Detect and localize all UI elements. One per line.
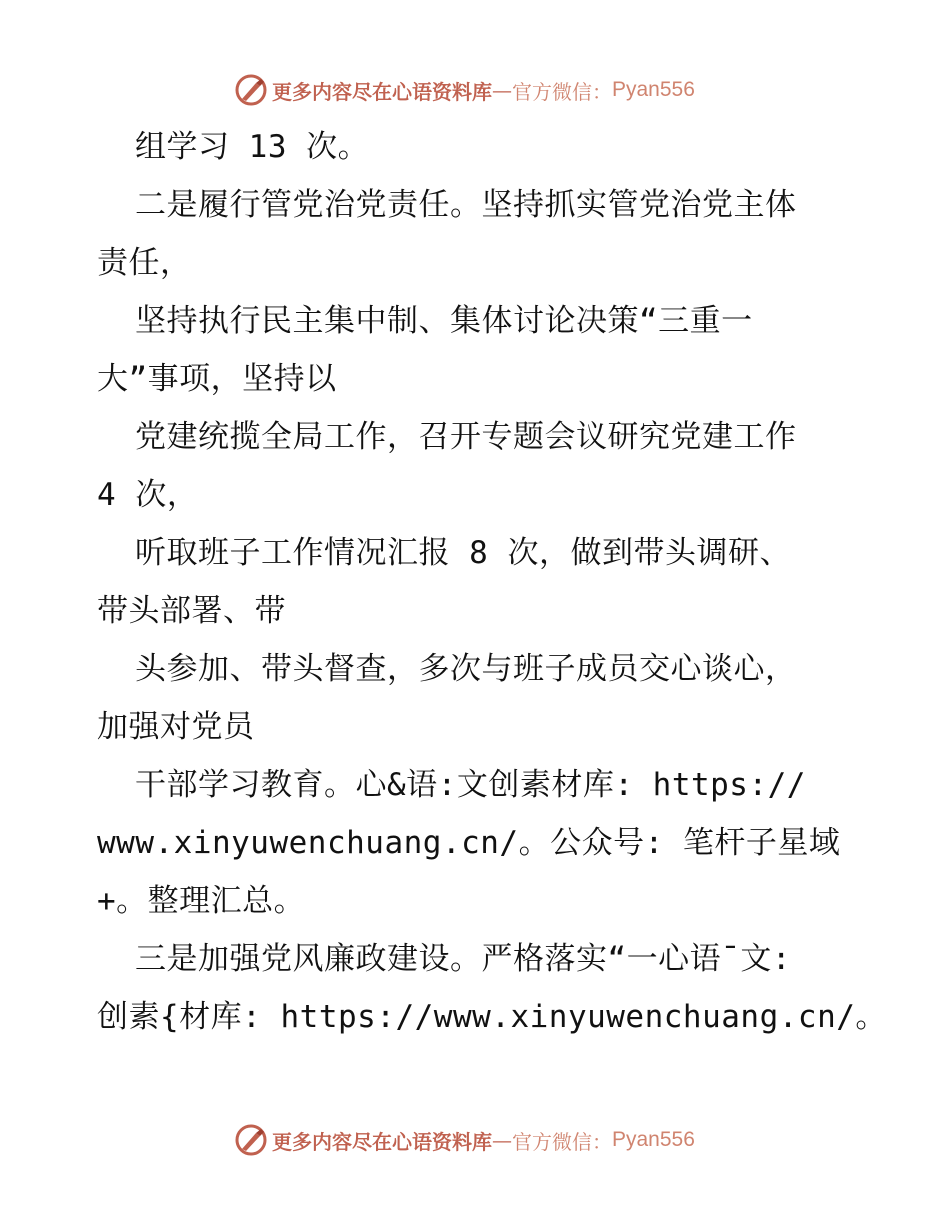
text-line: 大”事项，坚持以 <box>97 361 337 397</box>
watermark-text: 更多内容尽在心语资料库 <box>272 1129 492 1154</box>
text-line: 4 次， <box>97 477 199 513</box>
text-line: 坚持执行民主集中制、集体讨论决策“三重一 <box>135 303 753 339</box>
watermark-dash: — <box>492 78 512 102</box>
pen-logo-icon <box>234 73 268 107</box>
text-line: 责任， <box>97 245 192 281</box>
text-line: 加强对党员 <box>97 709 255 745</box>
text-line: www.xinyuwenchuang.cn/。公众号: 笔杆子星域 <box>97 825 841 861</box>
text-line: 二是履行管党治党责任。坚持抓实管党治党主体 <box>135 187 797 223</box>
text-line: 党建统揽全局工作，召开专题会议研究党建工作 <box>135 419 797 455</box>
header-watermark <box>234 70 695 110</box>
text-line: 头参加、带头督查，多次与班子成员交心谈心， <box>135 651 797 687</box>
text-line: 干部学习教育。心&语:文创素材库: https:// <box>135 767 806 803</box>
footer-watermark <box>234 1120 695 1160</box>
document-body <box>97 118 887 1046</box>
watermark-wechat-id: Pyan556 <box>612 1128 695 1151</box>
text-line: +。整理汇总。 <box>97 883 306 919</box>
text-line: 组学习 13 次。 <box>135 129 370 165</box>
watermark-wechat-id: Pyan556 <box>612 78 695 101</box>
text-line: 三是加强党风廉政建设。严格落实“一心语¯文: <box>135 941 791 977</box>
watermark-wechat-label: 官方微信： <box>512 79 612 104</box>
watermark-dash: — <box>492 1128 512 1152</box>
text-line: 带头部署、带 <box>97 593 286 629</box>
pen-logo-icon <box>234 1123 268 1157</box>
text-line: 创素{材库: https://www.xinyuwenchuang.cn/。 <box>97 999 887 1035</box>
text-line: 听取班子工作情况汇报 8 次，做到带头调研、 <box>135 535 791 571</box>
watermark-text: 更多内容尽在心语资料库 <box>272 79 492 104</box>
watermark-wechat-label: 官方微信： <box>512 1129 612 1154</box>
